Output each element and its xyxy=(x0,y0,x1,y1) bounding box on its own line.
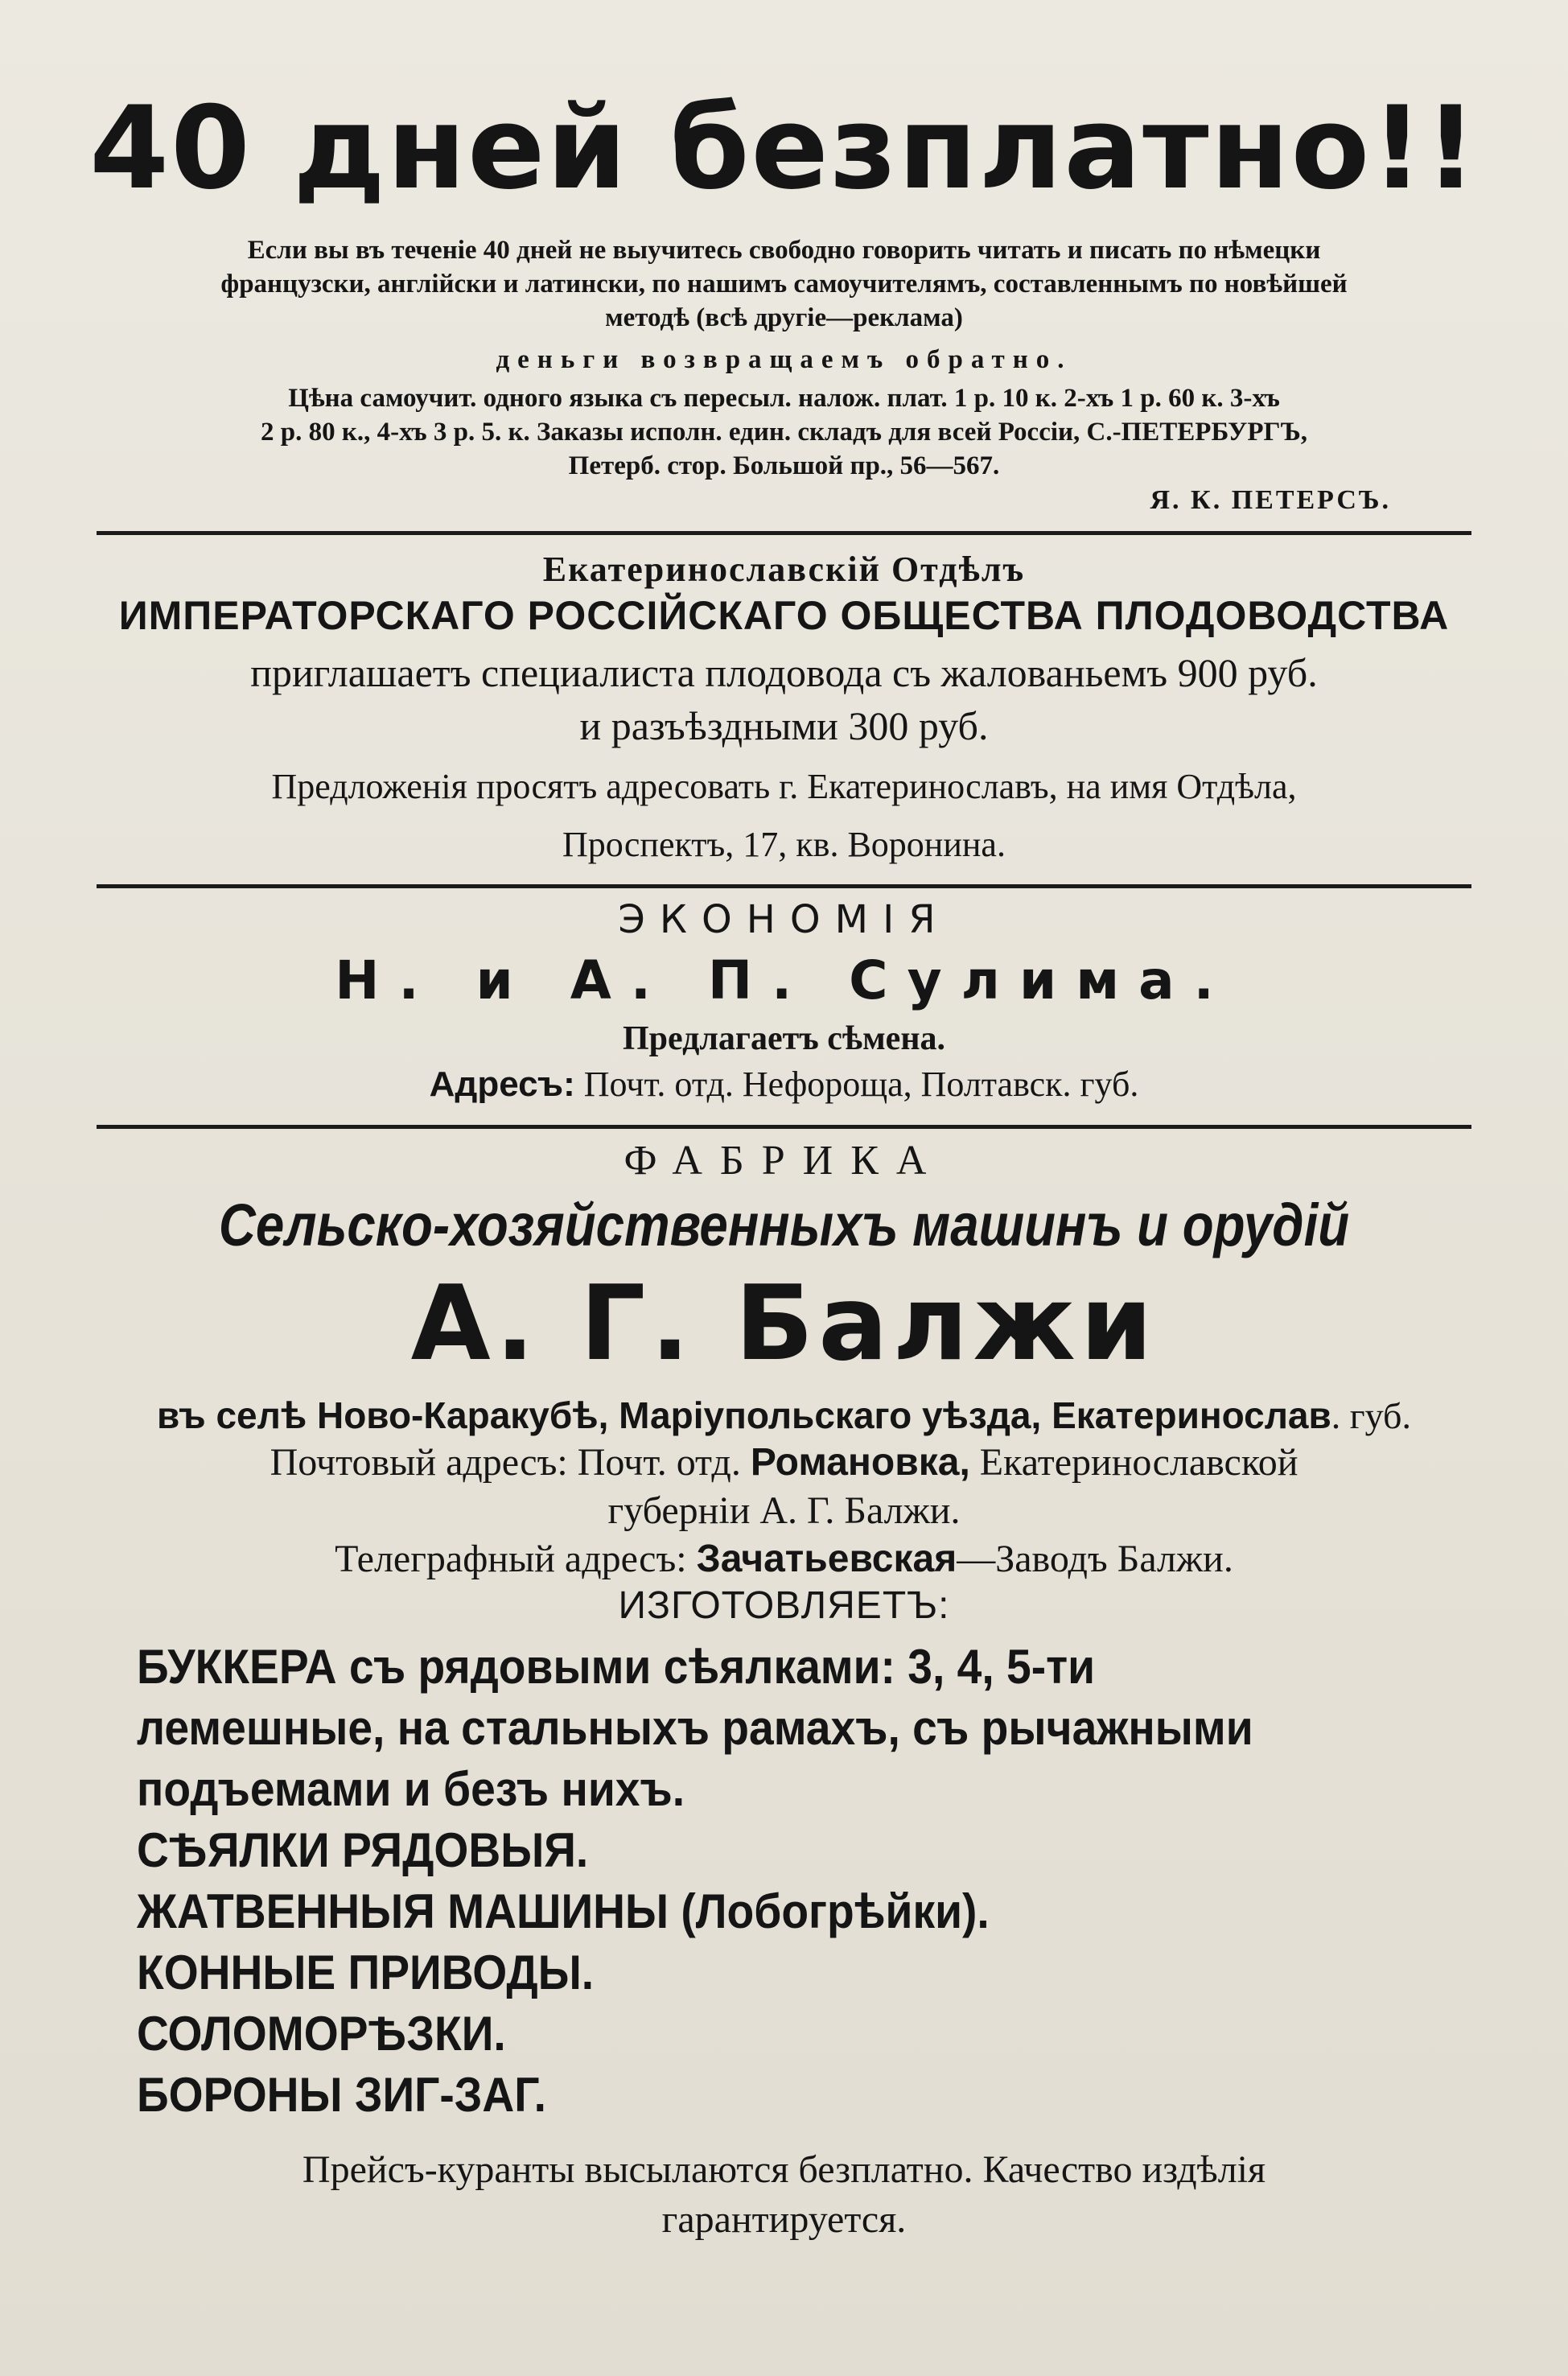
factory-ad xyxy=(32,1129,1536,2245)
society-name: ИМПЕРАТОРСКАГО РОССІЙСКАГО ОБЩЕСТВА ПЛОДОВОДСТВА xyxy=(118,593,1450,638)
estate-offer: Предлагаетъ сѣмена. xyxy=(622,1020,946,1057)
factory-location xyxy=(40,1393,1528,1439)
invitation-line: и разъѣздными 300 руб. xyxy=(579,703,989,748)
postal-label: Почтовый адресъ: Почт. отд. xyxy=(270,1441,741,1484)
product-item: СѢЯЛКИ РЯДОВЫЯ. xyxy=(137,1823,589,1877)
postal-rest: Екатеринославской xyxy=(979,1441,1298,1484)
horticulture-society-ad xyxy=(32,535,1536,884)
telegraph-address xyxy=(40,1535,1528,1583)
product-item: БОРОНЫ ЗИГ-ЗАГ. xyxy=(137,2068,546,2122)
ad-text-line: Если вы въ теченіе 40 дней не выучитесь свободно говорить читать и писать по нѣмецки xyxy=(247,236,1321,265)
ad-text-line: методѣ (всѣ другіе—реклама) xyxy=(605,303,963,332)
ad-text-line: французски, англійски и латински, по нашимъ самоучителямъ, составленнымъ по новѣйшей xyxy=(220,270,1348,299)
address-line: Предложенія просятъ адресовать г. Екатеринославъ, на имя Отдѣла, xyxy=(271,767,1297,806)
product-item: ЖАТВЕННЫЯ МАШИНЫ (Лобогрѣйки). xyxy=(137,1884,990,1938)
estate-address xyxy=(56,1060,1512,1109)
language-course-ad xyxy=(56,82,1512,518)
estate-owners: Н. и А. П. Сулима. xyxy=(335,949,1233,1011)
factory-subtitle: Сельско-хозяйственныхъ машинъ и орудій xyxy=(218,1192,1350,1258)
location-tail: . губ. xyxy=(1331,1395,1411,1436)
address-line: Проспектъ, 17, кв. Воронина. xyxy=(562,825,1006,864)
address-label: Адресъ: xyxy=(429,1064,575,1104)
department-name: Екатеринославскій Отдѣлъ xyxy=(542,550,1026,589)
seed-estate-ad xyxy=(32,888,1536,1125)
product-item: КОННЫЕ ПРИВОДЫ. xyxy=(137,1946,595,1999)
ad-headline: 40 дней безплатно!! xyxy=(89,82,1479,215)
telegraph-station: Зачатьевская xyxy=(696,1538,957,1580)
factory-heading: ФАБРИКА xyxy=(623,1138,945,1184)
footer-line: гарантируется. xyxy=(661,2198,907,2241)
ad-signature: Я. К. ПЕТЕРСЪ. xyxy=(1150,485,1391,515)
price-line: 2 р. 80 к., 4-хъ 3 р. 5. к. Заказы исполн. един. складъ для всей Россіи, С.-ПЕТЕРБУРГЪ, xyxy=(261,418,1307,447)
location-text: въ селѣ Ново-Каракубѣ, Маріупольскаго уѣзда, Екатеринослав xyxy=(157,1394,1331,1436)
address-value: Почт. отд. Нефороща, Полтавск. губ. xyxy=(583,1064,1139,1104)
telegraph-rest: —Заводъ Балжи. xyxy=(957,1538,1233,1580)
product-item: СОЛОМОРѢЗКИ. xyxy=(137,2007,506,2061)
product-item: БУККЕРА съ рядовыми сѣялками: 3, 4, 5-ти лемешные, на стальныхъ рамахъ, съ рычажными подъемами и безъ нихъ. xyxy=(137,1640,1253,1816)
telegraph-label: Телеграфный адресъ: xyxy=(335,1538,687,1580)
price-line: Петерб. стор. Большой пр., 56—567. xyxy=(568,451,1000,480)
price-line: Цѣна самоучит. одного языка съ пересыл. налож. плат. 1 р. 10 к. 2-хъ 1 р. 60 к. 3-хъ xyxy=(288,384,1280,413)
footer-line: Прейсъ-куранты высылаются безплатно. Качество издѣлія xyxy=(302,2148,1266,2191)
postal-address-line2: губерніи А. Г. Балжи. xyxy=(607,1489,961,1532)
postal-address xyxy=(40,1439,1528,1487)
product-list xyxy=(137,1637,1528,2126)
estate-heading: ЭКОНОМІЯ xyxy=(618,897,950,942)
invitation-line: приглашаетъ специалиста плодовода съ жалованьемъ 900 руб. xyxy=(250,650,1318,695)
factory-brand: А. Г. Балжи xyxy=(410,1264,1158,1384)
refund-line: деньги возвращаемъ обратно. xyxy=(496,345,1072,374)
manufactures-label: ИЗГОТОВЛЯЕТЪ: xyxy=(618,1584,950,1627)
postal-town: Романовка, xyxy=(750,1441,970,1484)
